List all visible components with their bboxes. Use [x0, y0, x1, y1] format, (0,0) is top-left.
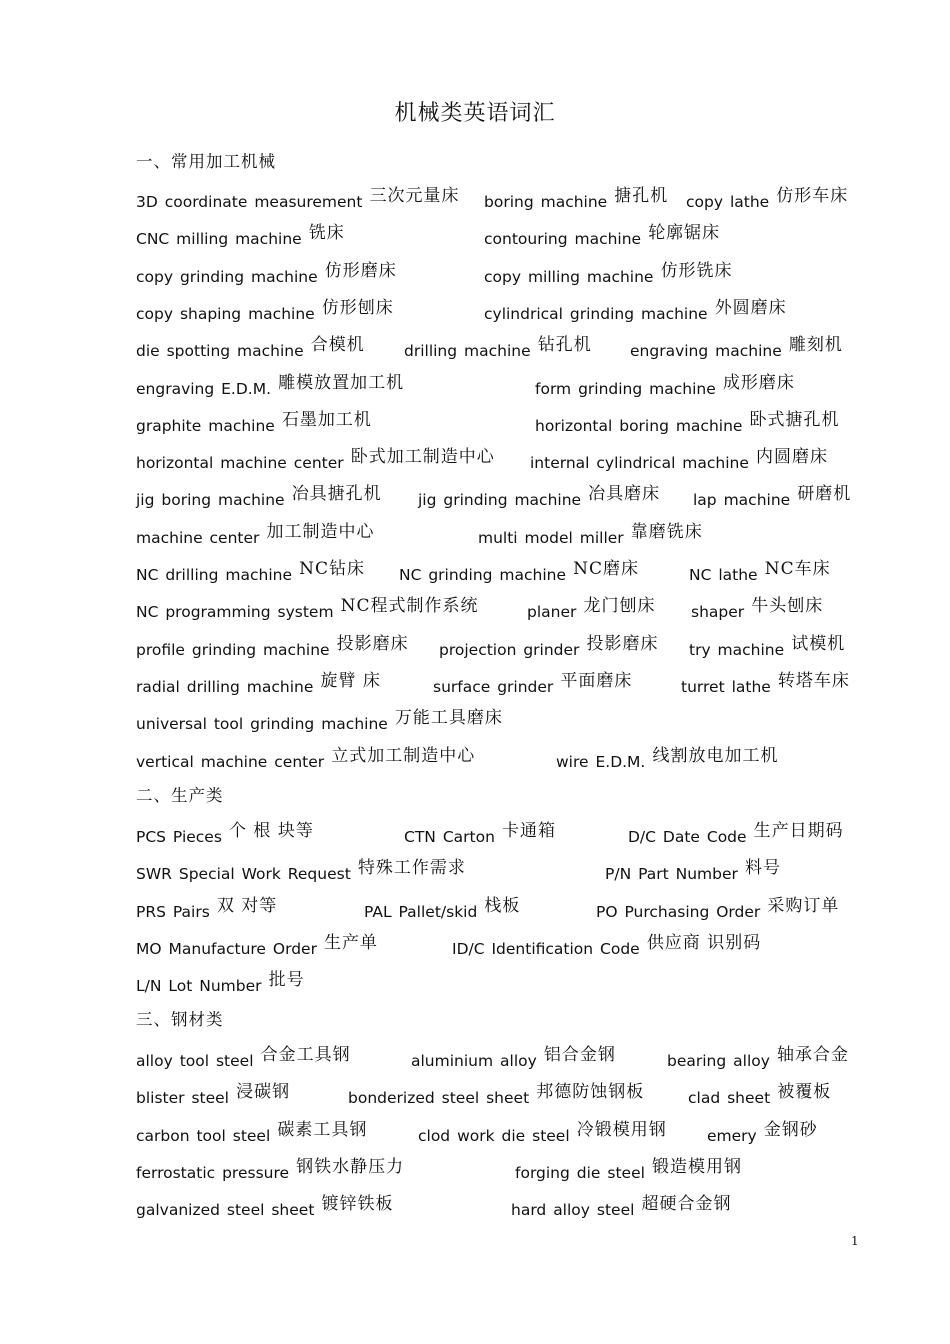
- term-entry: [691, 593, 824, 621]
- term-entry: [399, 556, 640, 584]
- chinese-term: 生产日期码: [753, 821, 844, 841]
- term-row: [0, 855, 950, 885]
- term-row: [0, 183, 950, 213]
- term-entry: [136, 631, 409, 659]
- english-term: horizontal boring machine: [535, 417, 743, 435]
- chinese-term: 试模机: [791, 634, 846, 654]
- chinese-term: 钻孔机: [537, 335, 592, 355]
- term-row: [0, 1042, 950, 1072]
- term-entry: [136, 1079, 291, 1107]
- term-row: [0, 967, 950, 997]
- chinese-term: 石墨加工机: [281, 410, 372, 430]
- chinese-term: 卧式加工制造中心: [350, 447, 495, 467]
- chinese-term: 卡通箱: [501, 821, 556, 841]
- english-term: copy milling machine: [484, 268, 654, 286]
- english-term: ID/C Identification Code: [452, 940, 640, 958]
- chinese-term: 旋臂 床: [320, 671, 381, 691]
- english-term: internal cylindrical machine: [530, 454, 749, 472]
- chinese-term: 碳素工具钢: [277, 1120, 368, 1140]
- term-entry: [136, 370, 405, 398]
- chinese-term: 栈板: [484, 896, 521, 916]
- term-entry: [484, 220, 721, 248]
- term-row: [0, 519, 950, 549]
- english-term: horizontal machine center: [136, 454, 344, 472]
- english-term: shaper: [691, 603, 745, 621]
- term-entry: [136, 818, 314, 846]
- term-entry: [693, 481, 852, 509]
- chinese-term: 仿形车床: [776, 186, 849, 206]
- term-row: [0, 481, 950, 511]
- chinese-term: 冶具搪孔机: [291, 484, 382, 504]
- term-row: [0, 631, 950, 661]
- term-entry: [689, 631, 846, 659]
- term-row: [0, 705, 950, 735]
- chinese-term: 仿形铣床: [660, 261, 733, 281]
- term-entry: [136, 1042, 351, 1070]
- term-entry: [667, 1042, 850, 1070]
- term-entry: [535, 407, 840, 435]
- chinese-term: 雕模放置加工机: [278, 373, 405, 393]
- term-entry: [136, 258, 397, 286]
- chinese-term: 靠磨铣床: [630, 522, 703, 542]
- english-term: jig grinding machine: [418, 491, 582, 509]
- term-entry: [136, 295, 394, 323]
- term-row: [0, 370, 950, 400]
- english-term: SWR Special Work Request: [136, 865, 351, 883]
- chinese-term: 加工制造中心: [266, 522, 375, 542]
- english-term: graphite machine: [136, 417, 275, 435]
- english-term: NC drilling machine: [136, 566, 292, 584]
- english-term: ferrostatic pressure: [136, 1164, 290, 1182]
- term-entry: [484, 295, 787, 323]
- english-term: carbon tool steel: [136, 1127, 271, 1145]
- english-term: copy grinding machine: [136, 268, 318, 286]
- english-term: P/N Part Number: [605, 865, 738, 883]
- term-row: [0, 818, 950, 848]
- english-term: turret lathe: [681, 678, 771, 696]
- english-term: CNC milling machine: [136, 230, 302, 248]
- section-heading: 三、钢材类: [136, 1010, 224, 1029]
- chinese-term: 料号: [744, 858, 781, 878]
- term-row: [0, 1117, 950, 1147]
- chinese-term: 外圆磨床: [714, 298, 787, 318]
- english-term: clod work die steel: [418, 1127, 570, 1145]
- page-title: 机械类英语词汇: [394, 101, 556, 126]
- chinese-term: 轴承合金: [777, 1045, 850, 1065]
- chinese-term: 冷锻模用钢: [576, 1120, 667, 1140]
- term-entry: [478, 519, 703, 547]
- english-term: bonderized steel sheet: [348, 1089, 530, 1107]
- term-entry: [433, 668, 633, 696]
- chinese-term: NC钻床: [299, 559, 365, 579]
- english-term: alloy tool steel: [136, 1052, 254, 1070]
- chinese-term: NC磨床: [573, 559, 640, 579]
- chinese-term: 被覆板: [777, 1082, 832, 1102]
- english-term: D/C Date Code: [628, 828, 747, 846]
- chinese-term: 钢铁水静压力: [296, 1157, 405, 1177]
- term-entry: [136, 332, 365, 360]
- chinese-term: 邦德防蚀钢板: [536, 1082, 645, 1102]
- english-term: forging die steel: [515, 1164, 645, 1182]
- term-entry: [681, 668, 850, 696]
- chinese-term: 合金工具钢: [260, 1045, 351, 1065]
- chinese-term: 锻造模用钢: [652, 1157, 743, 1177]
- chinese-term: 双 对等: [216, 896, 278, 916]
- chinese-term: 线割放电加工机: [652, 746, 779, 766]
- chinese-term: 转塔车床: [777, 671, 850, 691]
- chinese-term: 采购订单: [767, 896, 840, 916]
- english-term: planer: [527, 603, 577, 621]
- english-term: bearing alloy: [667, 1052, 770, 1070]
- term-row: [0, 258, 950, 288]
- term-entry: [689, 556, 831, 584]
- term-entry: [136, 519, 375, 547]
- term-entry: [136, 1154, 405, 1182]
- term-entry: [404, 332, 592, 360]
- english-term: NC programming system: [136, 603, 334, 621]
- english-term: hard alloy steel: [511, 1201, 635, 1219]
- term-entry: [136, 556, 365, 584]
- chinese-term: 立式加工制造中心: [331, 746, 476, 766]
- term-entry: [136, 481, 382, 509]
- english-term: drilling machine: [404, 342, 531, 360]
- term-entry: [596, 893, 840, 921]
- term-entry: [484, 183, 669, 211]
- chinese-term: 批号: [268, 970, 305, 990]
- chinese-term: NC程式制作系统: [340, 596, 479, 616]
- term-entry: [136, 893, 278, 921]
- english-term: copy lathe: [686, 193, 770, 211]
- chinese-term: NC车床: [764, 559, 831, 579]
- term-entry: [630, 332, 843, 360]
- english-term: machine center: [136, 529, 260, 547]
- term-entry: [136, 183, 460, 211]
- english-term: emery: [707, 1127, 757, 1145]
- term-row: [0, 220, 950, 250]
- chinese-term: 万能工具磨床: [394, 708, 503, 728]
- term-entry: [484, 258, 733, 286]
- term-row: [0, 444, 950, 474]
- term-entry: [628, 818, 844, 846]
- english-term: universal tool grinding machine: [136, 715, 388, 733]
- chinese-term: 特殊工作需求: [357, 858, 466, 878]
- english-term: boring machine: [484, 193, 608, 211]
- english-term: PO Purchasing Order: [596, 903, 761, 921]
- page-number: 1: [851, 1234, 859, 1248]
- chinese-term: 搪孔机: [614, 186, 669, 206]
- english-term: lap machine: [693, 491, 791, 509]
- term-entry: [136, 855, 466, 883]
- term-row: [0, 668, 950, 698]
- term-entry: [136, 444, 495, 472]
- chinese-term: 龙门刨床: [583, 596, 656, 616]
- english-term: engraving E.D.M.: [136, 380, 272, 398]
- english-term: PAL Pallet/skid: [364, 903, 478, 921]
- chinese-term: 冶具磨床: [588, 484, 661, 504]
- term-entry: [136, 407, 372, 435]
- term-entry: [411, 1042, 616, 1070]
- term-entry: [136, 1191, 394, 1219]
- section-heading: 二、生产类: [136, 786, 224, 805]
- english-term: die spotting machine: [136, 342, 304, 360]
- term-row: [0, 407, 950, 437]
- chinese-term: 成形磨床: [722, 373, 795, 393]
- term-entry: [404, 818, 556, 846]
- term-entry: [136, 743, 476, 771]
- chinese-term: 仿形磨床: [324, 261, 397, 281]
- english-term: projection grinder: [439, 641, 580, 659]
- english-term: form grinding machine: [535, 380, 716, 398]
- term-entry: [686, 183, 849, 211]
- chinese-term: 投影磨床: [336, 634, 409, 654]
- english-term: L/N Lot Number: [136, 977, 262, 995]
- term-entry: [515, 1154, 743, 1182]
- term-entry: [136, 593, 479, 621]
- term-row: [0, 593, 950, 623]
- english-term: copy shaping machine: [136, 305, 315, 323]
- term-entry: [530, 444, 829, 472]
- english-term: multi model miller: [478, 529, 624, 547]
- english-term: contouring machine: [484, 230, 642, 248]
- term-entry: [439, 631, 659, 659]
- english-term: profile grinding machine: [136, 641, 330, 659]
- chinese-term: 三次元量床: [369, 186, 460, 206]
- english-term: MO Manufacture Order: [136, 940, 317, 958]
- english-term: blister steel: [136, 1089, 229, 1107]
- term-entry: [535, 370, 795, 398]
- english-term: wire E.D.M.: [556, 753, 646, 771]
- term-entry: [452, 930, 762, 958]
- term-row: [0, 1154, 950, 1184]
- chinese-term: 铝合金钢: [543, 1045, 616, 1065]
- term-row: [0, 743, 950, 773]
- english-term: NC lathe: [689, 566, 758, 584]
- chinese-term: 卧式搪孔机: [749, 410, 840, 430]
- chinese-term: 金钢砂: [763, 1120, 818, 1140]
- chinese-term: 超硬合金钢: [641, 1194, 732, 1214]
- chinese-term: 雕刻机: [788, 335, 843, 355]
- english-term: CTN Carton: [404, 828, 495, 846]
- chinese-term: 投影磨床: [586, 634, 659, 654]
- chinese-term: 供应商 识别码: [646, 933, 762, 953]
- term-row: [0, 1079, 950, 1109]
- english-term: NC grinding machine: [399, 566, 567, 584]
- chinese-term: 镀锌铁板: [321, 1194, 394, 1214]
- english-term: galvanized steel sheet: [136, 1201, 315, 1219]
- chinese-term: 生产单: [324, 933, 379, 953]
- term-row: [0, 556, 950, 586]
- term-entry: [136, 930, 379, 958]
- term-row: [0, 893, 950, 923]
- chinese-term: 铣床: [308, 223, 345, 243]
- term-entry: [136, 668, 381, 696]
- english-term: try machine: [689, 641, 785, 659]
- term-entry: [136, 967, 305, 995]
- term-row: [0, 1191, 950, 1221]
- english-term: PCS Pieces: [136, 828, 222, 846]
- term-row: [0, 332, 950, 362]
- chinese-term: 个 根 块等: [229, 821, 314, 841]
- term-entry: [136, 705, 503, 733]
- term-entry: [688, 1079, 832, 1107]
- term-row: [0, 295, 950, 325]
- term-entry: [364, 893, 521, 921]
- chinese-term: 平面磨床: [560, 671, 633, 691]
- english-term: radial drilling machine: [136, 678, 314, 696]
- term-entry: [511, 1191, 732, 1219]
- chinese-term: 牛头刨床: [751, 596, 824, 616]
- term-entry: [556, 743, 779, 771]
- term-entry: [418, 1117, 667, 1145]
- term-entry: [136, 220, 345, 248]
- english-term: 3D coordinate measurement: [136, 193, 363, 211]
- term-entry: [527, 593, 656, 621]
- term-entry: [418, 481, 661, 509]
- term-row: [0, 930, 950, 960]
- chinese-term: 轮廓锯床: [648, 223, 721, 243]
- section-heading: 一、常用加工机械: [136, 152, 276, 171]
- chinese-term: 研磨机: [797, 484, 852, 504]
- chinese-term: 合模机: [310, 335, 365, 355]
- english-term: clad sheet: [688, 1089, 771, 1107]
- english-term: vertical machine center: [136, 753, 325, 771]
- term-entry: [348, 1079, 645, 1107]
- english-term: cylindrical grinding machine: [484, 305, 708, 323]
- chinese-term: 内圆磨床: [756, 447, 829, 467]
- term-entry: [707, 1117, 818, 1145]
- english-term: jig boring machine: [136, 491, 285, 509]
- english-term: PRS Pairs: [136, 903, 210, 921]
- chinese-term: 浸碳钢: [236, 1082, 291, 1102]
- english-term: engraving machine: [630, 342, 782, 360]
- chinese-term: 仿形刨床: [321, 298, 394, 318]
- english-term: aluminium alloy: [411, 1052, 537, 1070]
- english-term: surface grinder: [433, 678, 554, 696]
- term-entry: [136, 1117, 368, 1145]
- term-entry: [605, 855, 781, 883]
